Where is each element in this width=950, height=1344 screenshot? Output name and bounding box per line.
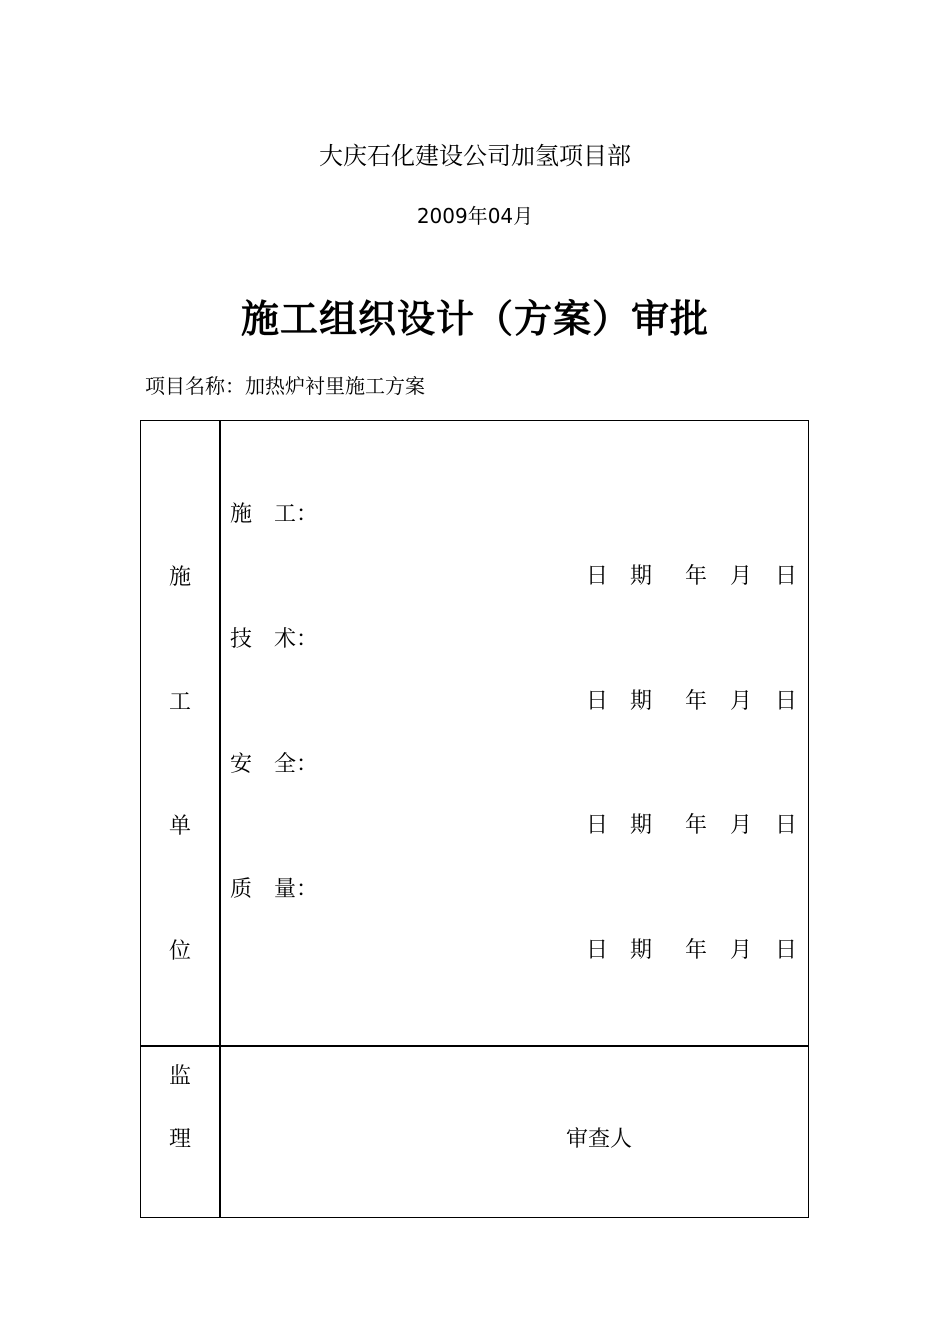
construction-unit-label-char: 施 xyxy=(168,565,191,590)
table-row-divider xyxy=(140,1045,809,1047)
role-technical: 技 术： xyxy=(230,627,319,652)
approval-table xyxy=(140,420,809,1218)
organization-name: 大庆石化建设公司加氢项目部 xyxy=(319,142,631,170)
role-construction: 施 工： xyxy=(230,502,319,527)
role-quality: 质 量： xyxy=(230,877,319,902)
construction-unit-label-char: 位 xyxy=(168,939,191,964)
construction-unit-label-char: 工 xyxy=(168,690,191,715)
page-title: 施工组织设计（方案）审批 xyxy=(240,297,709,341)
reviewer-label: 审查人 xyxy=(566,1127,633,1152)
project-name: 项目名称：加热炉衬里施工方案 xyxy=(145,374,425,398)
document-date: 2009年04月 xyxy=(416,204,534,228)
supervision-label-char: 监 xyxy=(168,1064,191,1089)
construction-unit-label-char: 单 xyxy=(168,814,191,839)
supervision-label-char: 理 xyxy=(168,1127,191,1152)
role-safety: 安 全： xyxy=(230,752,319,777)
